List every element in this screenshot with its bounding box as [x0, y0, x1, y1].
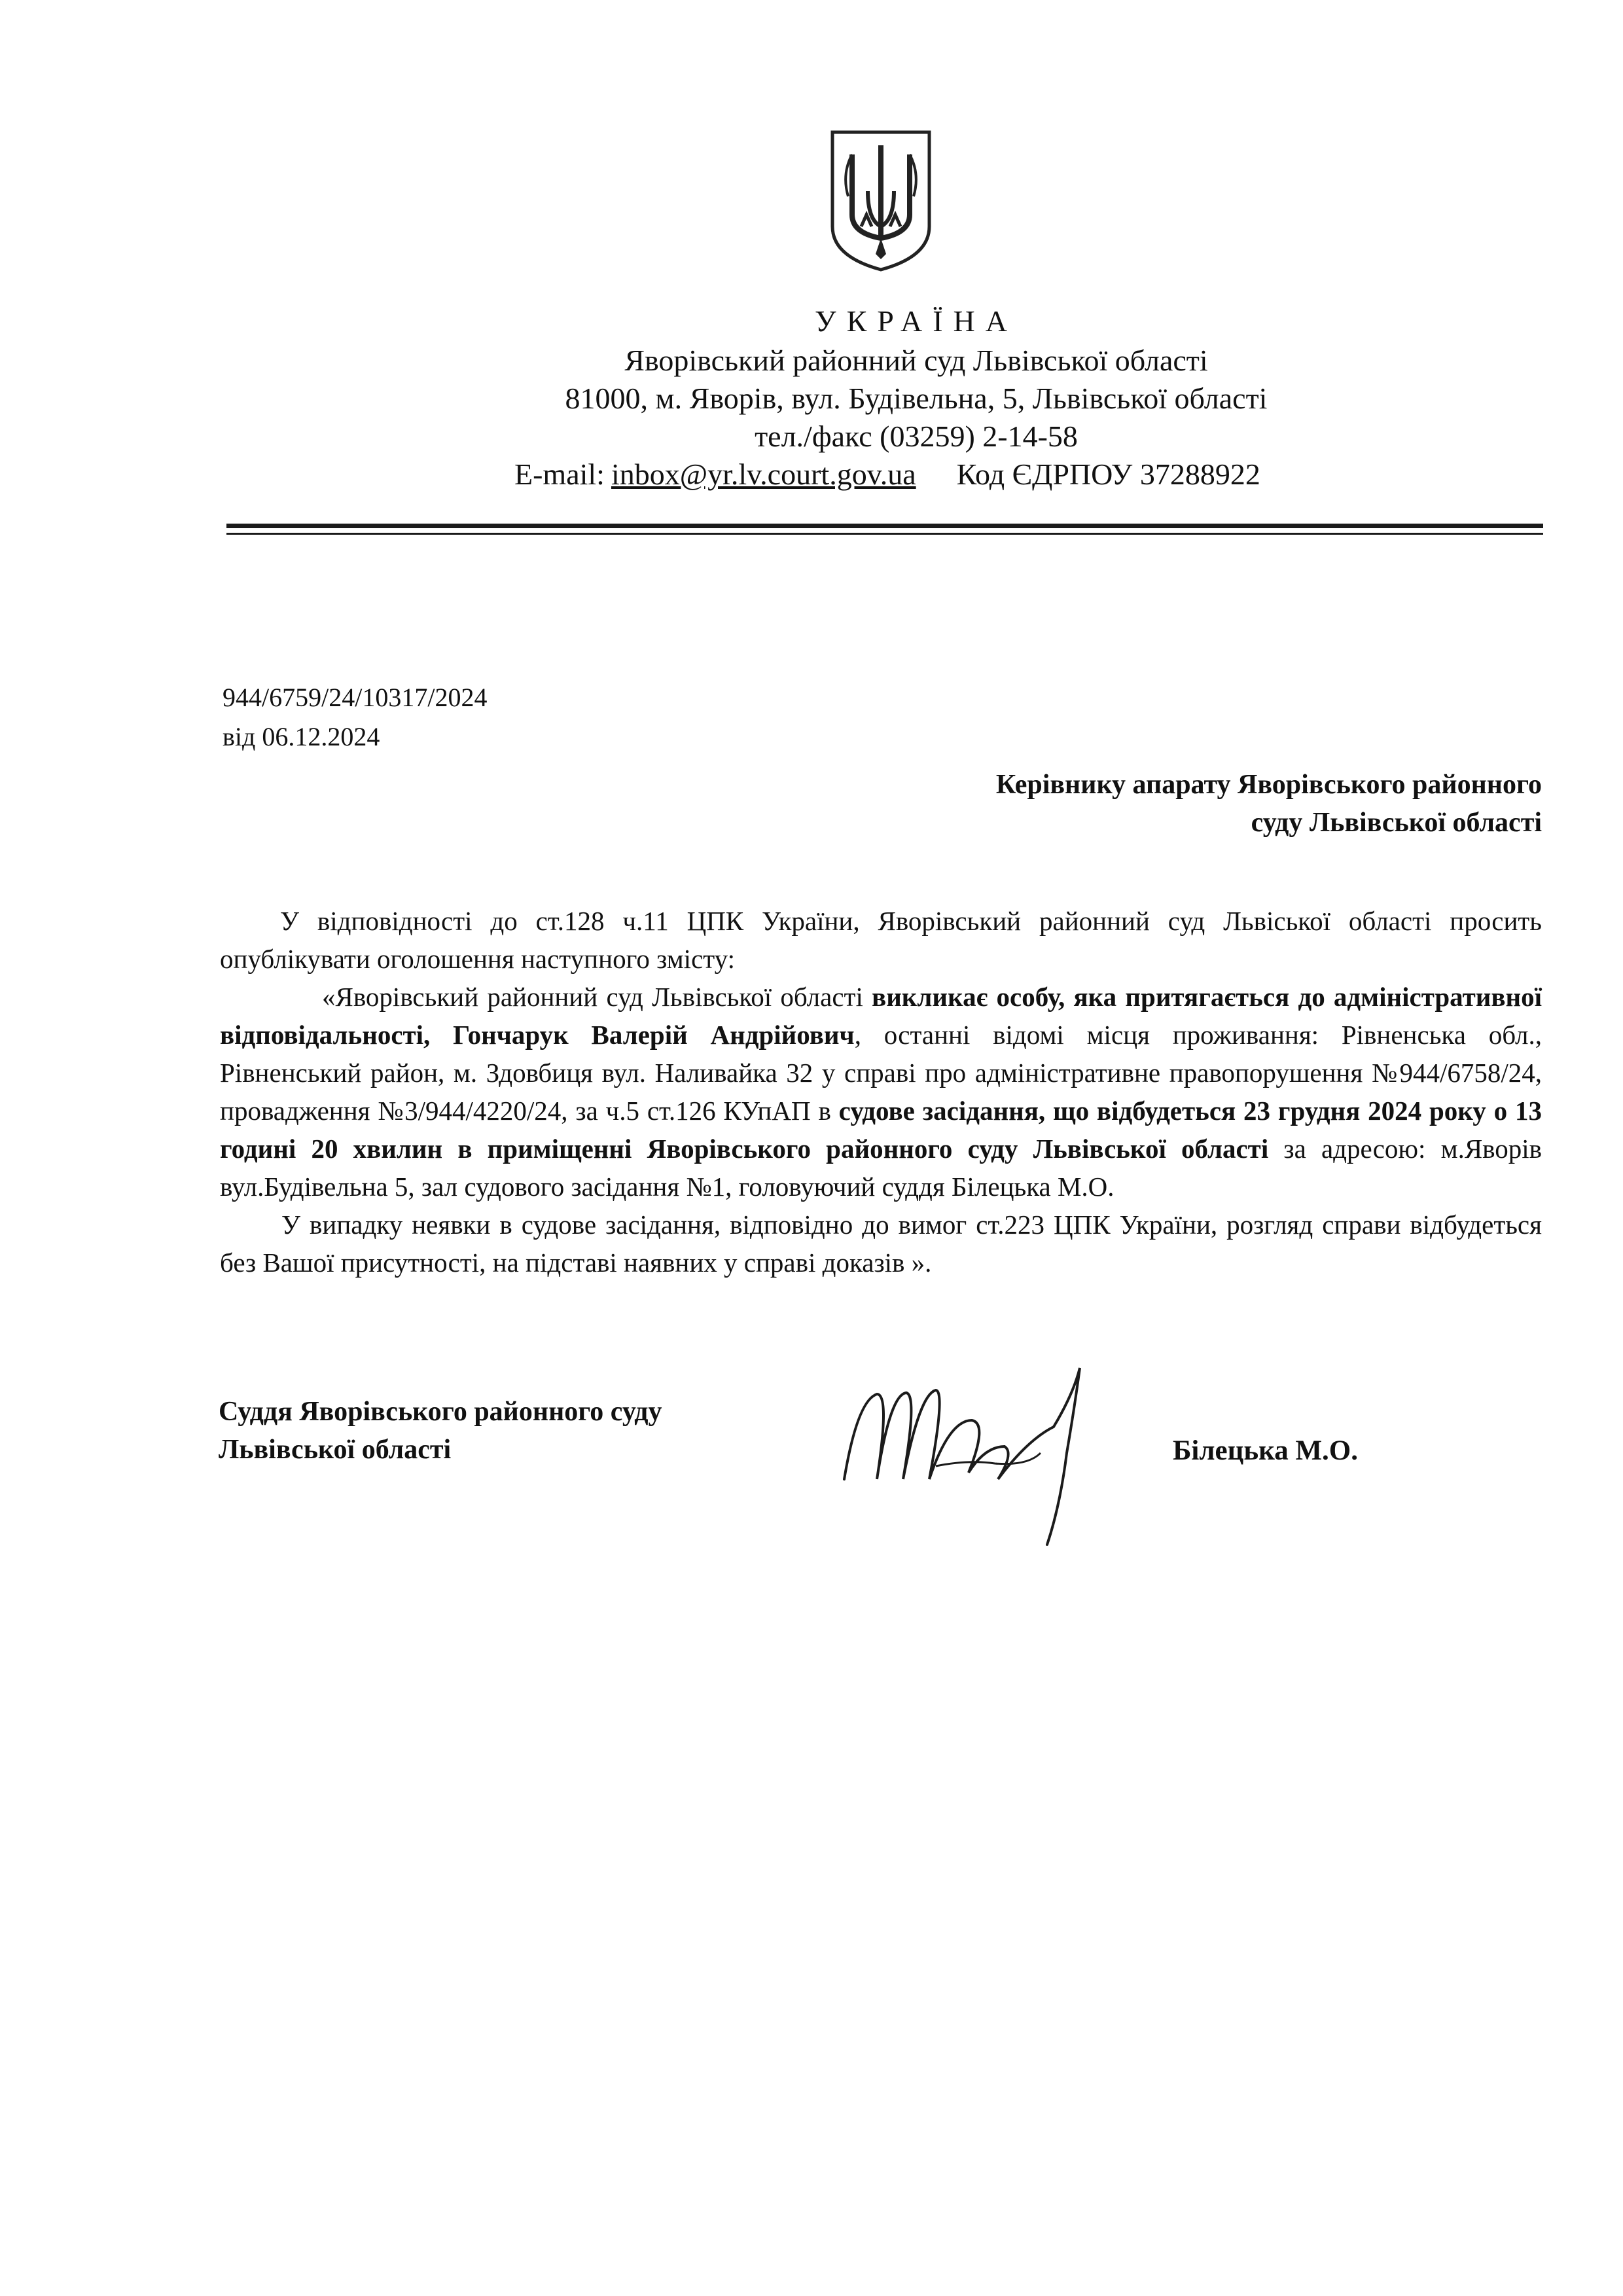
header-divider-thick — [226, 524, 1543, 528]
announcement-hearing-bold: судове засідання, що відбудеться 23 грудня 2024 року о 13 годині 20 хвилин в приміщенні Яворівського районного суду Львівської області — [220, 1096, 1542, 1164]
reference-number: 944/6759/24/10317/2024 — [223, 683, 488, 712]
email-label: E-mail: — [514, 457, 605, 491]
header-divider-thin — [226, 533, 1543, 535]
reference-date: від 06.12.2024 — [223, 722, 380, 751]
trident-coat-of-arms-icon — [829, 128, 933, 274]
signer-title-line-1: Суддя Яворівського районного суду — [219, 1397, 662, 1427]
signer-title-line-2: Львівської області — [219, 1435, 452, 1465]
paragraph-absence: У випадку неявки в судове засідання, відповідно до вимог ст.223 ЦПК України, розгляд справи відбудеться без Вашої присутності, на підставі наявних у справі доказів ». — [220, 1210, 1542, 1278]
header-address: 81000, м. Яворів, вул. Будівельна, 5, Львівської області — [565, 382, 1268, 415]
header-phone: тел./факс (03259) 2-14-58 — [755, 420, 1078, 453]
header-court-name: Яворівський районний суд Львівської області — [624, 344, 1208, 377]
header-contact-line — [514, 456, 1365, 493]
header-country: УКРАЇНА — [815, 304, 1018, 338]
paragraph-announcement — [220, 978, 1542, 1206]
edrpou-code: Код ЄДРПОУ 37288922 — [956, 457, 1260, 491]
email-link[interactable]: inbox@yr.lv.court.gov.ua — [611, 457, 916, 491]
announcement-part-a: «Яворівський районний суд Львівської області — [322, 982, 872, 1012]
recipient-block — [720, 766, 1542, 842]
announcement-part-e: за адресою: м.Яворів вул.Будівельна 5, зал судового засідання №1, головуючий суддя Білецька М.О. — [220, 1134, 1542, 1202]
announcement-summons-bold: викликає особу, яка притягається до адміністративної відповідальності, Гончарук Валерій Андрійович — [220, 982, 1542, 1050]
recipient-line-2: суду Львівської області — [1251, 808, 1542, 838]
announcement-part-c: , останні відомі місця проживання: Рівненська обл., Рівненський район, м. Здовбиця вул. Наливайка 32 у справі про адміністративне правопорушення №944/6758/24, провадження №3/944/4220/24, за ч.5 ст.126 КУпАП в — [220, 1020, 1542, 1126]
paragraph-request: У відповідності до ст.128 ч.11 ЦПК України, Яворівський районний суд Львіської області просить опублікувати оголошення наступного змісту: — [220, 906, 1542, 974]
recipient-line-1: Керівнику апарату Яворівського районного — [995, 770, 1542, 800]
signer-title — [219, 1393, 662, 1469]
signer-name: Білецька М.О. — [1173, 1435, 1359, 1466]
letter-body — [220, 902, 1542, 1282]
handwritten-signature — [831, 1348, 1119, 1558]
